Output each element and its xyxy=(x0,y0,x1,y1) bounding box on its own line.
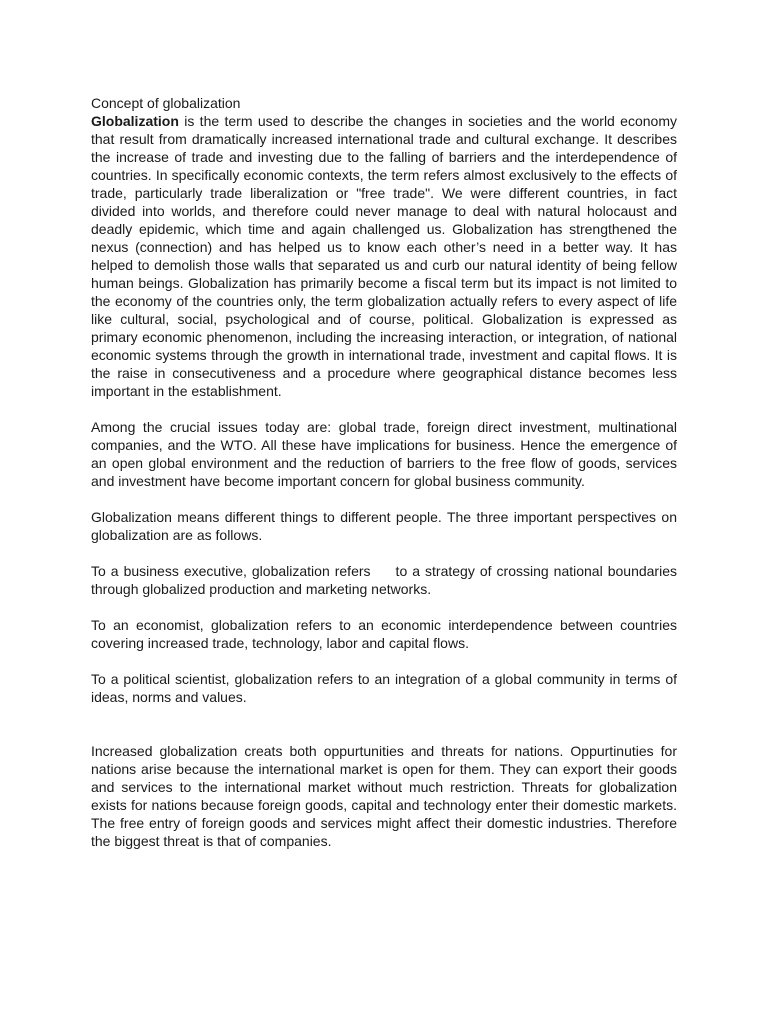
intro-body: is the term used to describe the changes in societies and the world economy that result from dramatically increased international trade and cultural exchange. It describes the increase of trade and investing due to the falling of barriers and the interdependence of countries. In specifically economic contexts, the term refers almost exclusively to the effects of trade, particularly trade liberalization or "free trade". We were different countries, in fact divided into worlds, and therefore could never manage to deal with natural holocaust and deadly epidemic, which time and again challenged us. Globalization has strengthened the nexus (connection) and has helped us to know each other’s need in a better way. It has helped to demolish those walls that separated us and curb our natural identity of being fellow human beings. Globalization has primarily become a fiscal term but its impact is not limited to the economy of the countries only, the term globalization actually refers to every aspect of life like cultural, social, psychological and of course, political. Globalization is expressed as primary economic phenomenon, including the increasing interaction, or integration, of national economic systems through the growth in international trade, investment and capital flows. It is the raise in consecutiveness and a procedure where geographical distance becomes less important in the establishment. xyxy=(91,113,677,399)
business-paragraph: To a business executive, globalization refers to a strategy of crossing national boundaries through globalized production and marketing networks. xyxy=(91,563,681,597)
economist-paragraph: To an economist, globalization refers to an economic interdependence between countries covering increased trade, technology, labor and capital flows. xyxy=(91,617,677,651)
document-page xyxy=(91,94,681,850)
political-paragraph: To a political scientist, globalization refers to an integration of a global community in terms of ideas, norms and values. xyxy=(91,671,677,705)
issues-paragraph: Among the crucial issues today are: global trade, foreign direct investment, multinational companies, and the WTO. All these have implications for business. Hence the emergence of an open global environment and the reduction of barriers to the free flow of goods, services and investment have become important concern for global business community. xyxy=(91,419,677,489)
intro-term: Globalization xyxy=(91,113,179,129)
intro-paragraph xyxy=(91,112,677,400)
threats-paragraph: Increased globalization creats both oppurtunities and threats for nations. Oppurtinuties for nations arise because the international market is open for them. They can export their goods and services to the international market without much restriction. Threats for globalization exists for nations because foreign goods, capital and technology enter their domestic markets. The free entry of foreign goods and services might affect their domestic industries. Therefore the biggest threat is that of companies. xyxy=(91,743,677,849)
document-heading: Concept of globalization xyxy=(91,95,241,111)
perspectives-paragraph: Globalization means different things to different people. The three important perspectives on globalization are as follows. xyxy=(91,509,677,543)
